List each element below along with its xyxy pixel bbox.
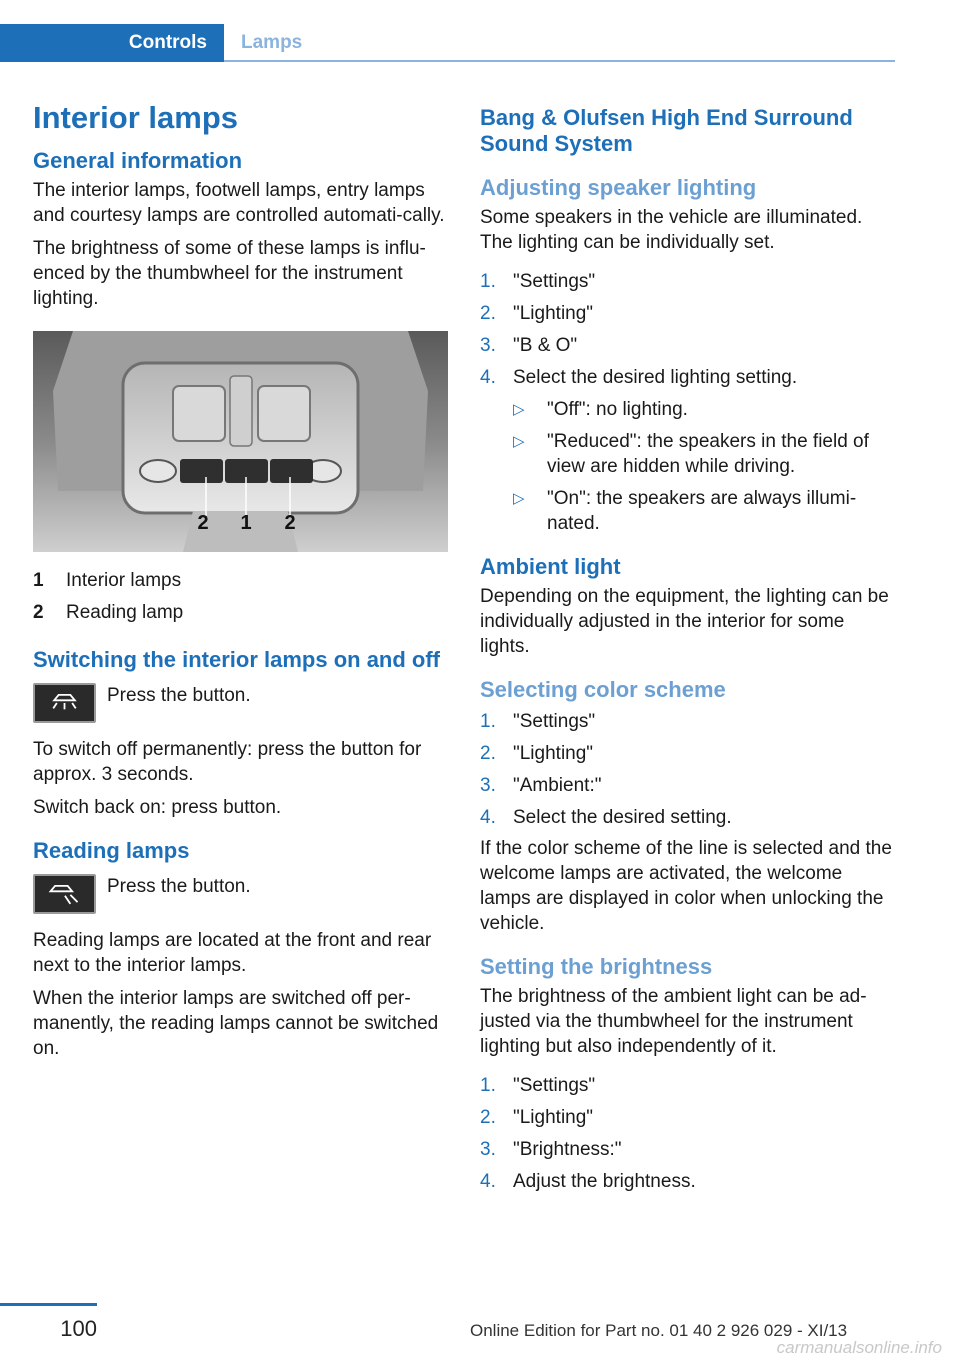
page-title: Interior lamps (33, 100, 238, 135)
page-number: 100 (60, 1316, 97, 1341)
step-text: Select the desired setting. (513, 807, 732, 828)
step-text: "Lighting" (513, 1107, 594, 1128)
header-tabs (0, 24, 895, 62)
option-text: "Reduced": the speakers in the field of view are hidden while driving. (547, 431, 869, 477)
step-text: Select the desired lighting setting. (513, 367, 798, 388)
list-item (480, 1073, 895, 1098)
switch-press-text: Press the button. (107, 685, 251, 706)
step-text: "Lighting" (513, 303, 594, 324)
step-number: 2. (480, 1107, 496, 1128)
general-paragraph-2: The brightness of some of these lamps is influ-enced by the thumbwheel for the instrument lighting. (33, 238, 426, 309)
switch-paragraph-2: Switch back on: press button. (33, 797, 282, 818)
list-item (480, 805, 895, 830)
step-text: "Lighting" (513, 743, 594, 764)
ambient-paragraph: Depending on the equipment, the lighting can be individually adjusted in the interior for some lights. (480, 586, 889, 657)
reading-press-text: Press the button. (107, 876, 251, 897)
footer-bar (0, 1303, 97, 1306)
list-item (480, 1137, 895, 1162)
step-text: "Settings" (513, 711, 596, 732)
photo-label-center: 1 (240, 512, 252, 534)
switch-instruction (33, 683, 448, 723)
color-paragraph: If the color scheme of the line is selected and the welcome lamps are activated, the welcome lamps are displayed in color when unlocking the vehicle. (480, 838, 892, 934)
step-number: 3. (480, 1139, 496, 1160)
switch-paragraph-1: To switch off permanently: press the button for approx. 3 seconds. (33, 739, 422, 785)
tab-underline (224, 60, 895, 62)
reading-paragraph-1: Reading lamps are located at the front and rear next to the interior lamps. (33, 930, 432, 976)
option-text: "Off": no lighting. (547, 399, 688, 420)
interior-lamps-photo (33, 331, 448, 552)
tab-controls[interactable]: Controls (0, 24, 224, 62)
color-steps (480, 709, 895, 830)
photo-label-left: 2 (197, 512, 209, 534)
step-text: "Brightness:" (513, 1139, 622, 1160)
legend-number: 2 (33, 602, 44, 623)
step-text: "Settings" (513, 271, 596, 292)
interior-lamp-button-icon (33, 683, 96, 723)
step-text: "Settings" (513, 1075, 596, 1096)
step-number: 1. (480, 1075, 496, 1096)
step-text: Adjust the brightness. (513, 1171, 696, 1192)
color-heading: Selecting color scheme (480, 677, 726, 702)
speaker-steps (480, 269, 895, 390)
legend-text: Interior lamps (66, 570, 182, 591)
speaker-options (513, 397, 895, 536)
list-item (480, 1169, 895, 1194)
edition-text: Online Edition for Part no. 01 40 2 926 029 - XI/13 (470, 1321, 848, 1340)
reading-instruction (33, 874, 448, 914)
legend-text: Reading lamp (66, 602, 184, 623)
legend-item (33, 597, 448, 629)
speaker-paragraph: Some speakers in the vehicle are illuminated. The lighting can be individually set. (480, 207, 863, 253)
photo-label-right: 2 (284, 512, 296, 534)
brightness-paragraph: The brightness of the ambient light can be ad-justed via the thumbwheel for the instrument lighting but also independently of it. (480, 986, 867, 1057)
triangle-bullet-icon: ▷ (513, 401, 525, 418)
list-item (480, 741, 895, 766)
step-number: 2. (480, 743, 496, 764)
step-number: 4. (480, 1171, 496, 1192)
watermark[interactable]: carmanualsonline.info (776, 1338, 942, 1357)
right-column (480, 105, 895, 1201)
bo-heading: Bang & Olufsen High End Surround Sound System (480, 105, 853, 156)
list-item (480, 333, 895, 358)
step-text: "Ambient:" (513, 775, 602, 796)
step-number: 3. (480, 335, 496, 356)
left-column (33, 98, 448, 1061)
legend-item (33, 565, 448, 597)
brightness-steps (480, 1073, 895, 1194)
reading-lamp-button-icon (33, 874, 96, 914)
step-number: 4. (480, 367, 496, 388)
speaker-heading: Adjusting speaker lighting (480, 175, 757, 200)
list-item (480, 269, 895, 294)
list-item (480, 1105, 895, 1130)
list-item (480, 709, 895, 734)
step-number: 4. (480, 807, 496, 828)
ambient-heading: Ambient light (480, 554, 621, 579)
step-number: 1. (480, 271, 496, 292)
step-number: 3. (480, 775, 496, 796)
list-item (513, 486, 895, 536)
tab-lamps[interactable]: Lamps (241, 32, 303, 53)
list-item (480, 365, 895, 390)
general-paragraph-1: The interior lamps, footwell lamps, entry lamps and courtesy lamps are controlled automati-cally. (33, 180, 445, 226)
option-text: "On": the speakers are always illumi-nated. (547, 488, 857, 534)
legend-number: 1 (33, 570, 44, 591)
list-item (513, 429, 895, 479)
photo-legend (33, 565, 448, 629)
general-heading: General information (33, 148, 243, 173)
triangle-bullet-icon: ▷ (513, 433, 525, 450)
brightness-heading: Setting the brightness (480, 954, 713, 979)
list-item (480, 301, 895, 326)
switch-heading: Switching the interior lamps on and off (33, 647, 441, 672)
step-text: "B & O" (513, 335, 578, 356)
triangle-bullet-icon: ▷ (513, 490, 525, 507)
reading-heading: Reading lamps (33, 838, 190, 863)
list-item (513, 397, 895, 422)
reading-paragraph-2: When the interior lamps are switched off per-manently, the reading lamps cannot be switched on. (33, 988, 439, 1059)
step-number: 1. (480, 711, 496, 732)
step-number: 2. (480, 303, 496, 324)
list-item (480, 773, 895, 798)
